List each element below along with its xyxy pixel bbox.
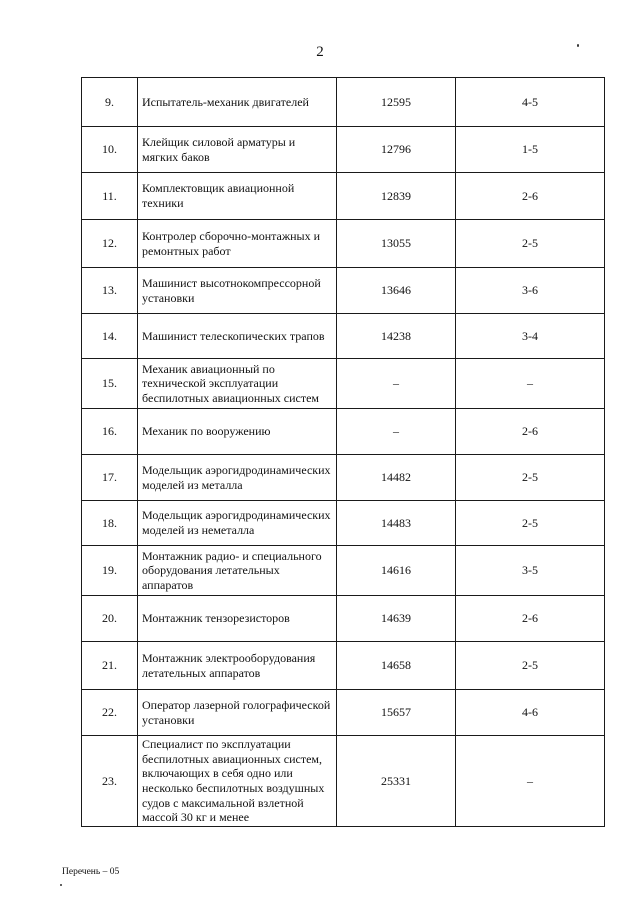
- scan-speck: [577, 44, 579, 47]
- grade-range-cell: 4-5: [456, 78, 605, 127]
- row-number-cell: 14.: [82, 314, 138, 359]
- grade-range-cell: 3-4: [456, 314, 605, 359]
- profession-code-cell: 13055: [337, 220, 456, 268]
- grade-range-cell: –: [456, 359, 605, 409]
- profession-code-cell: 14483: [337, 501, 456, 546]
- profession-name-cell: Испытатель-механик двигателей: [138, 78, 337, 127]
- profession-code-cell: 12595: [337, 78, 456, 127]
- row-number-cell: 20.: [82, 596, 138, 642]
- profession-code-cell: 13646: [337, 268, 456, 314]
- page-number: 2: [316, 44, 324, 60]
- profession-code-cell: 12796: [337, 127, 456, 173]
- grade-range-cell: 4-6: [456, 690, 605, 736]
- row-number-cell: 18.: [82, 501, 138, 546]
- profession-code-cell: 12839: [337, 173, 456, 220]
- table-row: [82, 642, 605, 690]
- grade-range-cell: 1-5: [456, 127, 605, 173]
- table-row: [82, 455, 605, 501]
- profession-name-cell: Монтажник радио- и специального оборудования летательных аппаратов: [138, 546, 337, 596]
- table-row: [82, 501, 605, 546]
- profession-name-cell: Специалист по эксплуатации беспилотных авиационных систем, включающих в себя одно или несколько беспилотных воздушных судов с максимальной взлетной массой 30 кг и менее: [138, 736, 337, 827]
- profession-name-cell: Монтажник тензорезисторов: [138, 596, 337, 642]
- table-row: [82, 268, 605, 314]
- grade-range-cell: 3-5: [456, 546, 605, 596]
- profession-name-cell: Модельщик аэрогидродинамических моделей из металла: [138, 455, 337, 501]
- grade-range-cell: 2-5: [456, 501, 605, 546]
- table-row: [82, 173, 605, 220]
- profession-code-cell: 14658: [337, 642, 456, 690]
- profession-name-cell: Монтажник электрооборудования летательных аппаратов: [138, 642, 337, 690]
- profession-name-cell: Механик по вооружению: [138, 409, 337, 455]
- table-row: [82, 220, 605, 268]
- profession-name-cell: Комплектовщик авиационной техники: [138, 173, 337, 220]
- profession-name-cell: Клейщик силовой арматуры и мягких баков: [138, 127, 337, 173]
- table-row: [82, 546, 605, 596]
- row-number-cell: 19.: [82, 546, 138, 596]
- professions-table: [81, 77, 605, 827]
- profession-name-cell: Машинист высотнокомпрессорной установки: [138, 268, 337, 314]
- row-number-cell: 12.: [82, 220, 138, 268]
- table-row: [82, 736, 605, 827]
- row-number-cell: 15.: [82, 359, 138, 409]
- grade-range-cell: 2-5: [456, 642, 605, 690]
- row-number-cell: 16.: [82, 409, 138, 455]
- profession-code-cell: –: [337, 359, 456, 409]
- grade-range-cell: 2-6: [456, 596, 605, 642]
- profession-code-cell: 14238: [337, 314, 456, 359]
- profession-code-cell: 14616: [337, 546, 456, 596]
- profession-code-cell: –: [337, 409, 456, 455]
- table-row: [82, 409, 605, 455]
- row-number-cell: 22.: [82, 690, 138, 736]
- row-number-cell: 11.: [82, 173, 138, 220]
- row-number-cell: 10.: [82, 127, 138, 173]
- grade-range-cell: –: [456, 736, 605, 827]
- table-row: [82, 127, 605, 173]
- grade-range-cell: 2-5: [456, 455, 605, 501]
- scan-speck: [60, 884, 62, 886]
- profession-name-cell: Контролер сборочно-монтажных и ремонтных работ: [138, 220, 337, 268]
- grade-range-cell: 2-5: [456, 220, 605, 268]
- table-row: [82, 314, 605, 359]
- grade-range-cell: 2-6: [456, 173, 605, 220]
- row-number-cell: 17.: [82, 455, 138, 501]
- footer-doc-label: Перечень – 05: [62, 867, 120, 877]
- row-number-cell: 13.: [82, 268, 138, 314]
- profession-name-cell: Модельщик аэрогидродинамических моделей из неметалла: [138, 501, 337, 546]
- row-number-cell: 21.: [82, 642, 138, 690]
- row-number-cell: 23.: [82, 736, 138, 827]
- profession-name-cell: Машинист телескопических трапов: [138, 314, 337, 359]
- table-row: [82, 78, 605, 127]
- row-number-cell: 9.: [82, 78, 138, 127]
- profession-name-cell: Оператор лазерной голографической установки: [138, 690, 337, 736]
- profession-code-cell: 15657: [337, 690, 456, 736]
- professions-table-body: [82, 78, 605, 827]
- table-row: [82, 690, 605, 736]
- profession-code-cell: 25331: [337, 736, 456, 827]
- table-row: [82, 596, 605, 642]
- table-row: [82, 359, 605, 409]
- grade-range-cell: 3-6: [456, 268, 605, 314]
- profession-name-cell: Механик авиационный по технической эксплуатации беспилотных авиационных систем: [138, 359, 337, 409]
- profession-code-cell: 14639: [337, 596, 456, 642]
- grade-range-cell: 2-6: [456, 409, 605, 455]
- profession-code-cell: 14482: [337, 455, 456, 501]
